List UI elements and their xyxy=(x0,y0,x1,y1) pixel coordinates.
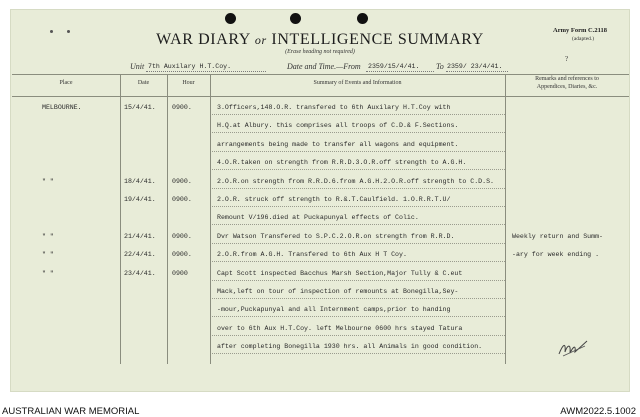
entry-summary: Capt Scott inspected Bacchus Marsh Section,Major Tully & C.eut xyxy=(217,269,463,277)
entry-remark: -ary for week ending . xyxy=(512,251,600,259)
table-header-rule xyxy=(12,96,629,97)
punch-hole-left xyxy=(225,13,236,24)
unit-dotted-line xyxy=(146,71,266,72)
entry-summary: after completing Bonegilla 1930 hrs. all Animals in good condition. xyxy=(217,343,483,351)
entry-rule xyxy=(212,224,505,225)
entry-hour: 0900. xyxy=(172,104,192,111)
column-divider-place xyxy=(120,74,121,364)
entry-rule xyxy=(212,298,505,299)
entry-rule xyxy=(212,188,505,189)
unit-label: Unit xyxy=(130,62,145,71)
entry-rule xyxy=(212,316,505,317)
column-header-summary: Summary of Events and Information xyxy=(313,80,402,86)
entry-date: 22/4/41. xyxy=(124,251,156,259)
entry-date: 21/4/41. xyxy=(124,232,156,240)
title-note: (Erase heading not required) xyxy=(285,49,355,55)
entry-rule xyxy=(212,151,505,152)
column-header-remarks-line1: Remarks and references to xyxy=(535,76,599,82)
title-war-diary: WAR DIARY xyxy=(156,31,251,48)
margin-mark: ? xyxy=(565,55,569,63)
archive-credit: AUSTRALIAN WAR MEMORIAL xyxy=(2,406,140,417)
date-from-dotted-line xyxy=(366,71,434,72)
date-label: Date and Time.—From xyxy=(287,62,361,71)
punch-hole-right xyxy=(357,13,368,24)
column-header-date: Date xyxy=(137,80,150,86)
column-header-hour: Hour xyxy=(182,80,195,86)
signature xyxy=(557,338,591,363)
entry-summary: 4.O.R.taken on strength from R.R.D.3.O.R.off strength to A.G.H. xyxy=(217,159,467,167)
table-top-rule xyxy=(12,74,629,75)
date-to-label: To xyxy=(436,62,444,71)
entry-rule xyxy=(212,280,505,281)
entry-summary: 2.O.R. struck off strength to R.&.T.Caulfield. 1.O.R.R.T.U/ xyxy=(217,196,451,203)
column-header-place: Place xyxy=(59,80,73,86)
entry-hour: 0900. xyxy=(172,232,192,240)
entry-place: MELBOURNE. xyxy=(42,104,82,111)
entry-date: 15/4/41. xyxy=(124,104,156,111)
entry-date: 23/4/41. xyxy=(124,269,156,277)
entry-summary: arrangements being made to transfer all wagons and equipment. xyxy=(217,140,459,148)
entry-summary: 3.Officers,148.O.R. transfered to 6th Auxilary H.T.Coy with xyxy=(217,104,451,111)
entry-rule xyxy=(212,353,505,354)
entry-rule xyxy=(212,206,505,207)
column-header-remarks-line2: Appendices, Diaries, &c. xyxy=(536,84,598,90)
title-or: or xyxy=(254,33,267,47)
date-to-dotted-line xyxy=(446,71,508,72)
column-divider-summary xyxy=(505,74,506,364)
entry-remark: Weekly return and Summ- xyxy=(512,232,604,240)
entry-rule xyxy=(212,132,505,133)
entry-hour: 0900. xyxy=(172,251,192,259)
entry-hour: 0900 xyxy=(172,269,188,277)
entry-hour: 0900. xyxy=(172,196,192,203)
entry-date: 19/4/41. xyxy=(124,196,156,203)
entry-summary: 2.O.R.on strength from R.R.D.6.from A.G.H.2.O.R.off strength to C.D.S. xyxy=(217,177,494,185)
entry-summary: 2.O.R.from A.G.H. Transfered to 6th Aux H T Coy. xyxy=(217,251,407,259)
title-intelligence-summary: INTELLIGENCE SUMMARY xyxy=(271,31,484,48)
entry-summary: Mack,left on tour of inspection of remounts at Bonegilla,Sey- xyxy=(217,288,459,295)
entry-place: " " xyxy=(42,177,54,185)
entry-summary: -mour,Puckapunyal and all Internment camps,prior to handing xyxy=(217,306,451,314)
entry-date: 18/4/41. xyxy=(124,177,156,185)
form-number: Army Form C.2118 xyxy=(553,27,607,34)
entry-rule xyxy=(212,335,505,336)
entry-rule xyxy=(212,243,505,244)
entry-place: " " xyxy=(42,251,54,259)
page-title xyxy=(0,31,640,49)
punch-hole-middle xyxy=(290,13,301,24)
entry-place: " " xyxy=(42,232,54,240)
date-to: 2359/ 23/4/41. xyxy=(447,63,503,70)
entry-place: " " xyxy=(42,269,54,277)
entry-summary: Remount V/196.died at Puckapunyal effects of Colic. xyxy=(217,214,419,222)
date-from: 2359/15/4/41. xyxy=(368,63,420,70)
entry-rule xyxy=(212,261,505,262)
unit-value: 7th Auxilary H.T.Coy. xyxy=(148,63,232,70)
entry-hour: 0900. xyxy=(172,177,192,185)
archive-reference: AWM2022.5.1002 xyxy=(560,406,636,417)
column-divider-hour xyxy=(210,74,211,364)
column-divider-date xyxy=(167,74,168,364)
entry-rule xyxy=(212,169,505,170)
entry-summary: H.Q.at Albury. this comprises all troops of C.D.& F.Sections. xyxy=(217,122,459,130)
entry-rule xyxy=(212,114,505,115)
entry-summary: Dvr Watson Transfered to S.P.C.2.O.R.on strength from R.R.D. xyxy=(217,232,455,240)
entry-summary: over to 6th Aux H.T.Coy. left Melbourne 0600 hrs stayed Tatura xyxy=(217,324,463,332)
form-note: (adapted.) xyxy=(572,36,595,42)
